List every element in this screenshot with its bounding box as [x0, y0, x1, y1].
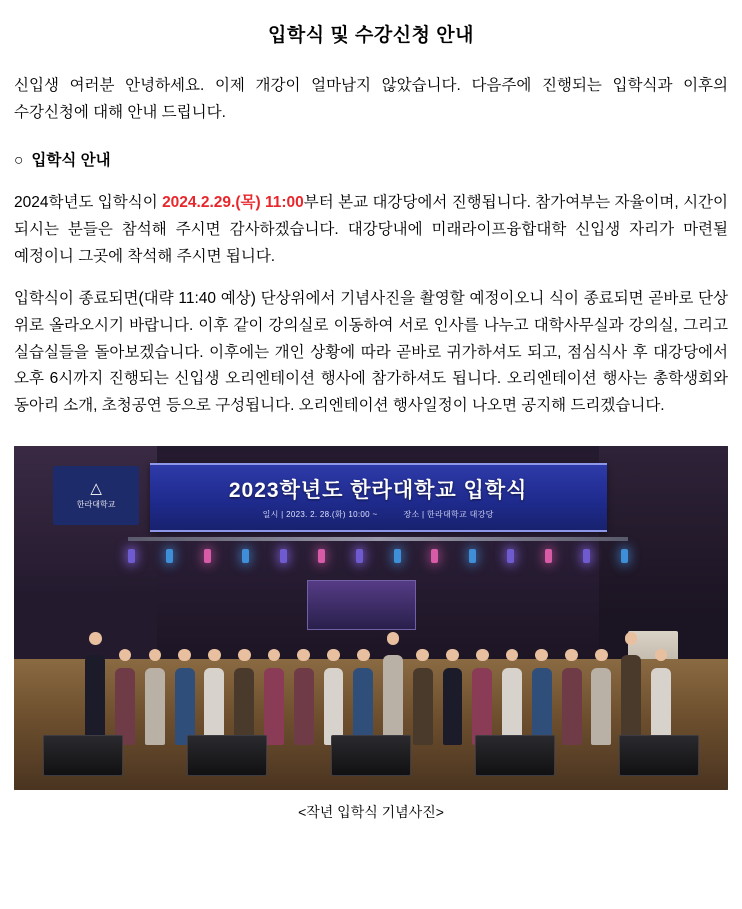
stage-lights: [128, 549, 628, 565]
intro-paragraph: 신입생 여러분 안녕하세요. 이제 개강이 얼마남지 않았습니다. 다음주에 진행되는 입학식과 이후의 수강신청에 대해 안내 드립니다.: [14, 77, 728, 121]
paragraph-text-after: 부터 본교 대강당에서 진행됩니다. 참가여부는 자율이며, 시간이 되시는 분들은 참석해 주시면 감사하겠습니다. 대강당내에 미래라이프융합대학 신입생 자리가 마련될 예정이니 그곳에 착석해 주시면 됩니다.: [14, 194, 728, 265]
figure-caption: <작년 입학식 기념사진>: [298, 803, 444, 820]
banner-date: 일시 | 2023. 2. 28.(화) 10:00 ~: [262, 510, 378, 520]
figure-block: [14, 446, 728, 822]
lighting-truss: [128, 537, 628, 541]
paragraph-ceremony-time: [14, 190, 728, 270]
section-heading: [14, 148, 728, 170]
bullet-icon: ○: [14, 152, 24, 170]
stage-monitors: [43, 721, 700, 776]
ceremony-photo: [14, 446, 728, 790]
banner-place: 장소 | 한라대학교 대강당: [403, 510, 494, 520]
highlighted-datetime: 2024.2.29.(목) 11:00: [162, 194, 304, 212]
page-title: 입학식 및 수강신청 안내: [268, 25, 474, 46]
section-heading-label: 입학식 안내: [31, 152, 111, 170]
logo-mark-icon: △: [90, 479, 102, 497]
stage-banner: [150, 463, 607, 532]
logo-label: 한라대학교: [76, 499, 116, 509]
banner-subtitle: [263, 509, 494, 520]
paragraph-text-before: 2024학년도 입학식이: [14, 194, 163, 212]
paragraph-schedule: 입학식이 종료되면(대략 11:40 예상) 단상위에서 기념사진을 촬영할 예정이오니 식이 종료되면 곧바로 단상 위로 올라오시기 바랍니다. 이후 같이 강의실로 이동하여 서로 인사를 나누고 대학사무실과 강의실, 그리고 실습실들을 돌아보겠습니다. 이후에는 개인 상황에 따라 곧바로 귀가하셔도 되고, 점심식사 후 대강당에서 오후 6시까지 진행되는 신입생 오리엔테이션 행사에 참가하셔도 됩니다. 오리엔테이션 행사는 총학생회와 동아리 소개, 초청공연 등으로 구성됩니다. 오리엔테이션 행사일정이 나오면 공지해 드리겠습니다.: [14, 290, 728, 414]
banner-title: 2023학년도 한라대학교 입학식: [228, 479, 528, 503]
university-logo: [53, 466, 139, 524]
